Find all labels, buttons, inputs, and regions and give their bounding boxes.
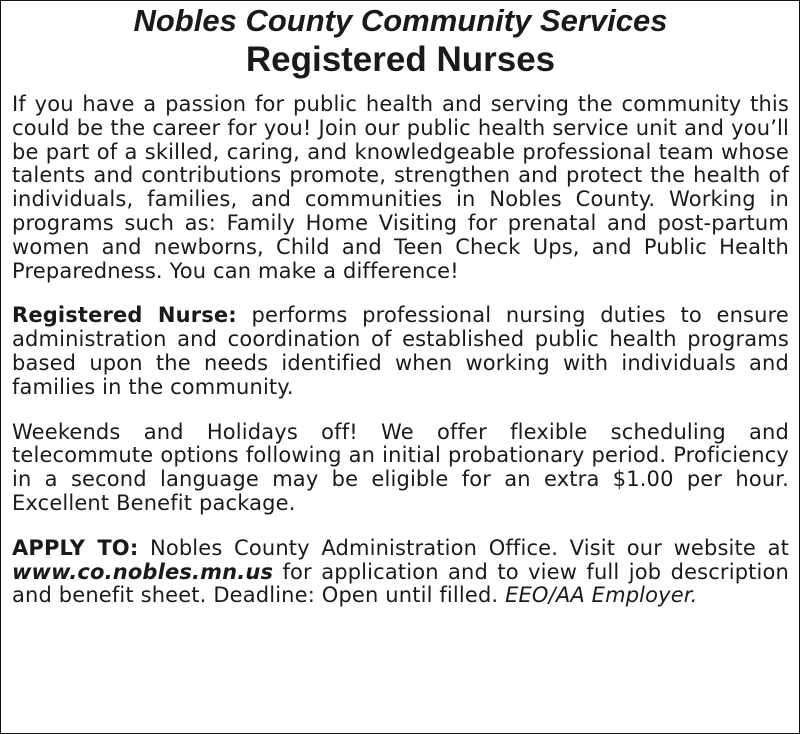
intro-text: If you have a passion for public health and serving the community this could be the career for you! Join our public health service unit and you’ll be part of a skilled, caring, and knowledgeable professional team whose talents and contributions promote, strengthen and protect the health of individuals, families, and communities in Nobles County. Working in programs such as: Family Home Visiting for prenatal and post-partum women and newborns, Child and Teen Check Ups, and Public Health Preparedness. You can make a difference! <box>12 92 789 283</box>
apply-text-before: Nobles County Administration Office. Visit our website at <box>138 535 789 560</box>
benefits-paragraph <box>12 421 789 516</box>
apply-paragraph <box>12 537 789 608</box>
eeo-statement: EEO/AA Employer. <box>505 583 698 608</box>
role-label: Registered Nurse: <box>12 303 237 328</box>
role-text: performs professional nursing duties to ensure administration and coordination of established public health programs based upon the needs identified when working with individuals and families in the community. <box>12 303 789 399</box>
apply-text-after: for application and to view full job description and benefit sheet. Deadline: Open until filled. <box>12 559 789 608</box>
intro-paragraph <box>12 93 789 283</box>
website-link[interactable]: www.co.nobles.mn.us <box>12 559 274 584</box>
benefits-text: Weekends and Holidays off! We offer flexible scheduling and telecommute options following an initial probationary period. Proficiency in a second language may be eligible for an extra $1.00 per hour. Excellent Benefit package. <box>12 419 789 515</box>
position-title: Registered Nurses <box>245 40 556 79</box>
organization-name: Nobles County Community Services <box>133 3 668 38</box>
apply-label: APPLY TO: <box>12 535 139 560</box>
role-paragraph <box>12 304 789 399</box>
